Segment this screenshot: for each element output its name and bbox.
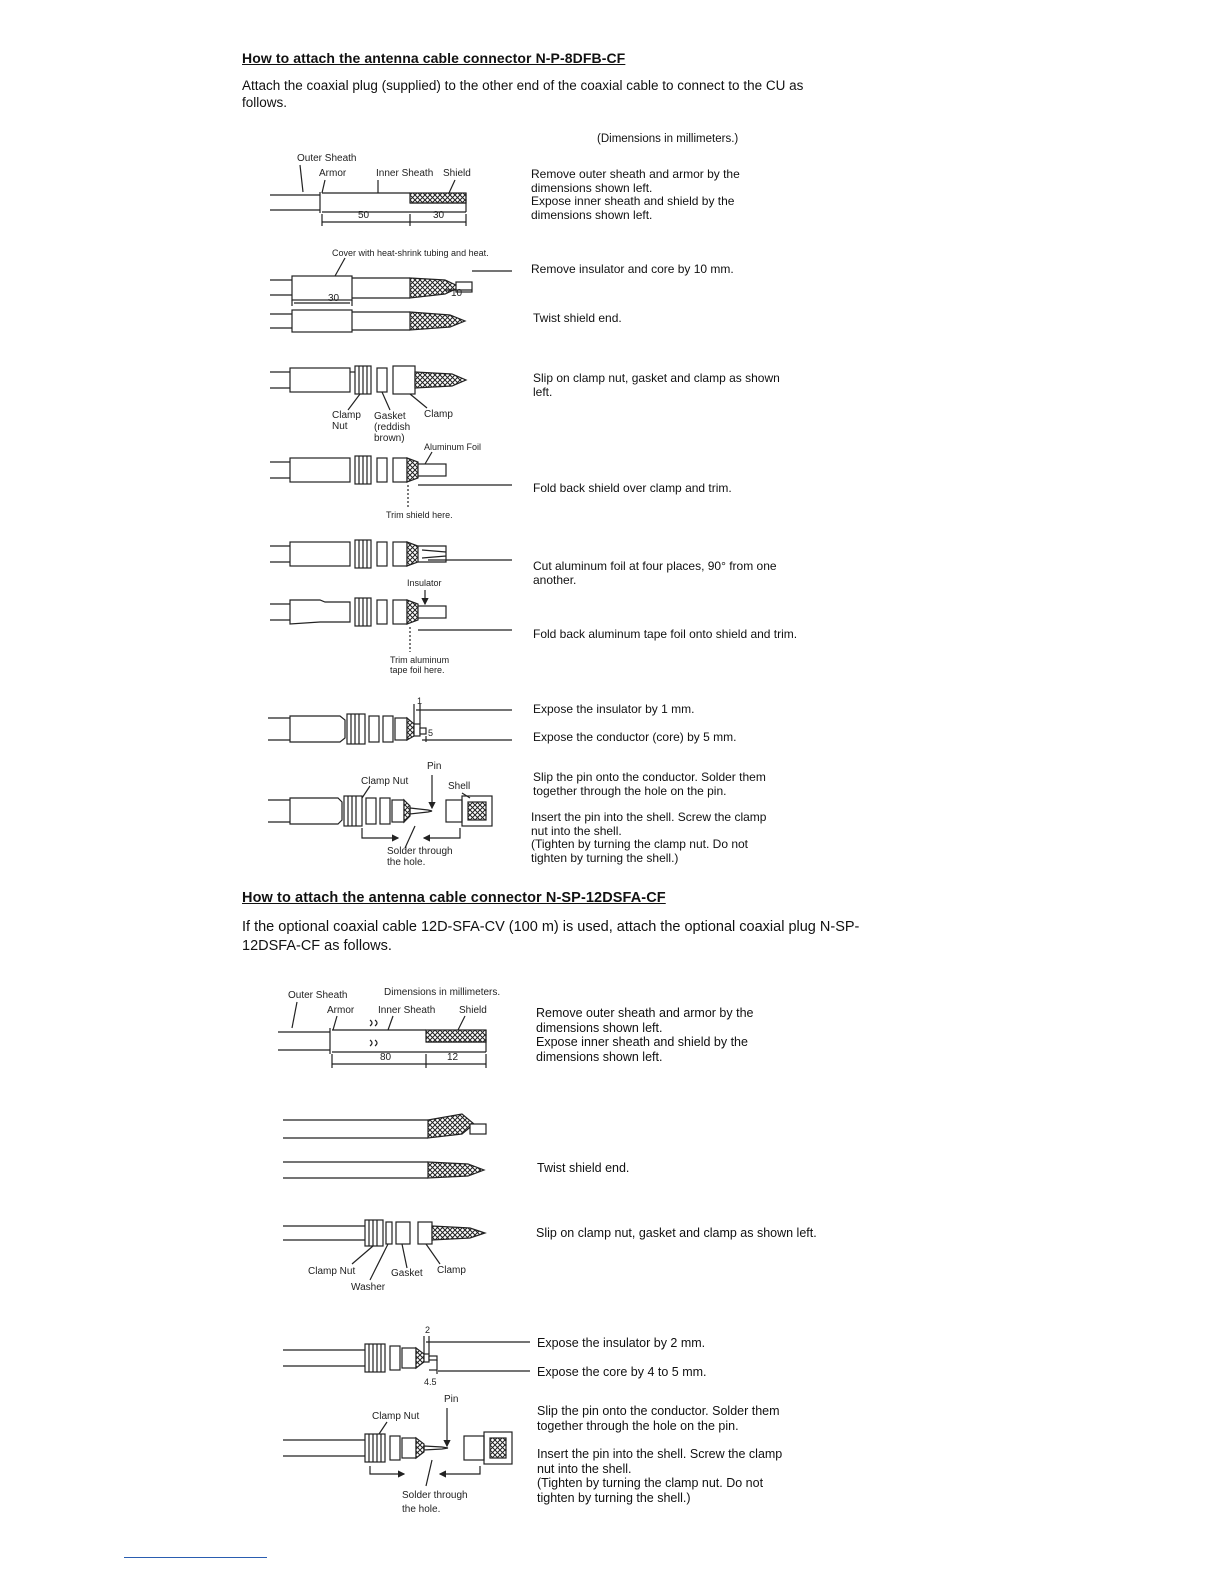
label2-dim-2: 2	[425, 1325, 431, 1335]
label2-clamp-nut-b: Clamp Nut	[372, 1411, 420, 1422]
step2-3-text: Slip on clamp nut, gasket and clamp as shown left.	[536, 1226, 817, 1240]
step1-text: Remove outer sheath and armor by the dimensions shown left. Expose inner sheath and shield by the dimensions shown left.	[531, 167, 740, 222]
label-shield: Shield	[443, 168, 471, 179]
step7-text: Fold back aluminum tape foil onto shield and trim.	[533, 627, 798, 641]
footnote-separator	[124, 1557, 267, 1558]
label-dim-10: 10	[451, 288, 463, 299]
label-gasket: Gasket (reddish brown)	[374, 411, 411, 444]
label2-dim-45: 4.5	[424, 1377, 437, 1387]
label2-gasket: Gasket	[391, 1268, 423, 1279]
diagram2-expose-core	[283, 1336, 530, 1374]
step10-text: Slip the pin onto the conductor. Solder them together through the hole on the pin.	[533, 770, 766, 798]
label2-dim-80: 80	[380, 1052, 392, 1063]
label-inner-sheath: Inner Sheath	[376, 168, 434, 179]
step8-text: Expose the insulator by 1 mm.	[533, 702, 695, 716]
diagram-cut-foil	[270, 540, 512, 568]
section2-intro: If the optional coaxial cable 12D-SFA-CV (100 m) is used, attach the optional coaxial plug N-SP-12DSFA-CF as follows.	[242, 919, 860, 954]
label-dim-1: 1	[417, 696, 423, 706]
step2-5-text: Expose the core by 4 to 5 mm.	[537, 1365, 707, 1379]
label-insulator: Insulator	[407, 578, 442, 588]
label-armor: Armor	[319, 168, 347, 179]
label2-clamp: Clamp	[437, 1265, 466, 1276]
step4-text: Slip on clamp nut, gasket and clamp as shown left.	[533, 371, 780, 399]
diagram-expose-conductor	[268, 704, 512, 744]
step5-text: Fold back shield over clamp and trim.	[533, 481, 732, 495]
diagram-fold-foil	[270, 590, 512, 652]
step2-4-text: Expose the insulator by 2 mm.	[537, 1336, 706, 1350]
diagram-clamp-parts	[270, 366, 466, 410]
label-trim-aluminum: Trim aluminum tape foil here.	[390, 655, 450, 675]
step6-text: Cut aluminum foil at four places, 90° from one another.	[533, 559, 777, 587]
step2-2-text: Twist shield end.	[537, 1161, 630, 1175]
label2-outer-sheath: Outer Sheath	[288, 990, 348, 1001]
label-trim-shield: Trim shield here.	[386, 510, 453, 520]
label2-washer: Washer	[351, 1282, 386, 1293]
diagram-twist-shield	[270, 310, 465, 332]
label-outer-sheath: Outer Sheath	[297, 153, 357, 164]
label-aluminum-foil: Aluminum Foil	[424, 442, 482, 452]
diagram2-expose-shield	[283, 1114, 486, 1138]
section1-dimensions-note: (Dimensions in millimeters.)	[597, 133, 739, 145]
label2-solder-through: Solder through the hole.	[402, 1490, 468, 1515]
section1-heading: How to attach the antenna cable connector N-P-8DFB-CF	[242, 50, 626, 66]
step11-text: Insert the pin into the shell. Screw the clamp nut into the shell. (Tighten by turning the clamp nut. Do not tighten by turning the shell.)	[531, 810, 767, 865]
label-dim-5: 5	[428, 728, 434, 738]
step2-6-text: Slip the pin onto the conductor. Solder them together through the hole on the pin.	[537, 1404, 780, 1433]
step2-text: Remove insulator and core by 10 mm.	[531, 262, 734, 276]
step3-text: Twist shield end.	[533, 311, 622, 325]
diagram-fold-shield	[270, 452, 512, 508]
label-cover-heat-shrink: Cover with heat-shrink tubing and heat.	[332, 248, 489, 258]
section1-intro: Attach the coaxial plug (supplied) to the other end of the coaxial cable to connect to the CU as follows.	[242, 78, 804, 110]
label2-shield: Shield	[459, 1005, 487, 1016]
label-dim-50: 50	[358, 210, 370, 221]
section2-heading: How to attach the antenna cable connector N-SP-12DSFA-CF	[242, 890, 666, 906]
label2-pin: Pin	[444, 1394, 459, 1405]
label-clamp-nut: Clamp Nut	[332, 410, 361, 432]
label-pin: Pin	[427, 761, 442, 772]
label2-inner-sheath: Inner Sheath	[378, 1005, 436, 1016]
step2-1-text: Remove outer sheath and armor by the dimensions shown left. Expose inner sheath and shield by the dimensions shown left.	[536, 1006, 754, 1064]
label2-clamp-nut: Clamp Nut	[308, 1266, 356, 1277]
label-clamp-nut-b: Clamp Nut	[361, 776, 409, 787]
label-clamp: Clamp	[424, 409, 453, 420]
diagram-heat-shrink	[270, 258, 512, 306]
label-solder-through: Solder through the hole.	[387, 846, 453, 868]
label-dim-30b: 30	[328, 293, 340, 304]
label-dim-30: 30	[433, 210, 445, 221]
step2-7-text: Insert the pin into the shell. Screw the clamp nut into the shell. (Tighten by turning the clamp nut. Do not tighten by turning the shell.)	[537, 1447, 783, 1505]
diagram2-twist-shield	[283, 1162, 484, 1178]
label-shell: Shell	[448, 781, 471, 792]
step9-text: Expose the conductor (core) by 5 mm.	[533, 730, 737, 744]
label2-dimensions-note: Dimensions in millimeters.	[384, 987, 501, 998]
label2-armor: Armor	[327, 1005, 355, 1016]
label2-dim-12: 12	[447, 1052, 459, 1063]
